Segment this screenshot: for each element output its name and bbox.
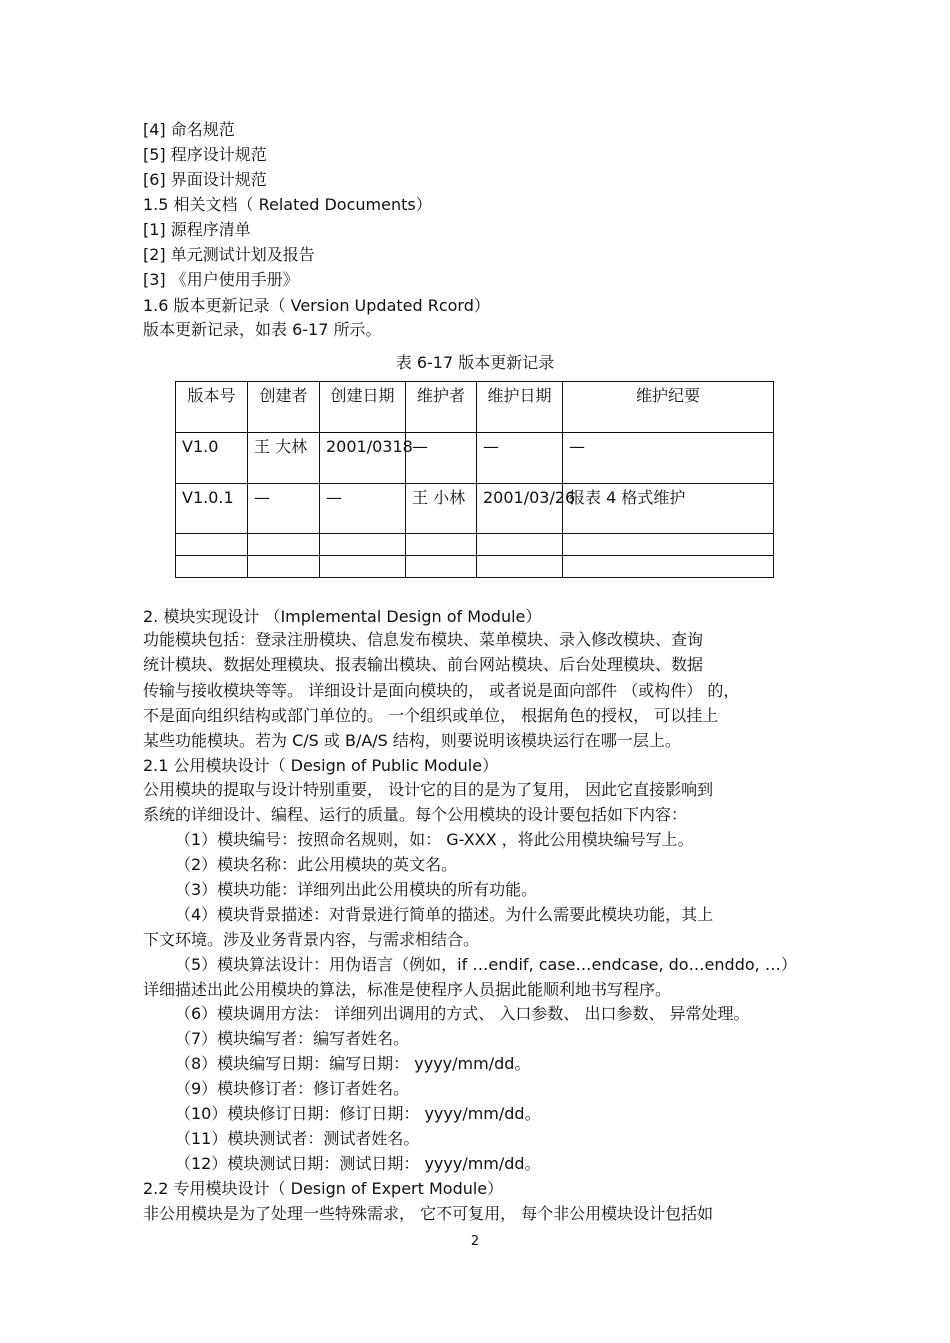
header-maintainer: 维护者: [406, 382, 477, 433]
table-row: [176, 433, 774, 484]
list-item: （6）模块调用方法： 详细列出调用的方式、 入口参数、 出口参数、 异常处理。: [175, 1004, 750, 1023]
table-cell: 王 小林: [406, 484, 477, 534]
paragraph-table-intro: 版本更新记录，如表 6-17 所示。: [143, 320, 382, 339]
header-create-date: 创建日期: [320, 382, 406, 433]
list-item: （10）模块修订日期：修订日期： yyyy/mm/dd。: [175, 1104, 541, 1123]
doc-item-3: [3] 《用户使用手册》: [143, 270, 299, 289]
paragraph-line: 统计模块、数据处理模块、报表输出模块、前台网站模块、后台处理模块、数据: [143, 655, 704, 674]
list-item: （12）模块测试日期：测试日期： yyyy/mm/dd。: [175, 1154, 541, 1173]
section-heading-1-6: 1.6 版本更新记录（ Version Updated Rcord）: [143, 296, 490, 315]
table-cell: [406, 556, 477, 578]
table-row: [176, 534, 774, 556]
section-heading-2: 2. 模块实现设计 （Implemental Design of Module）: [143, 607, 542, 626]
section-heading-2-1: 2.1 公用模块设计（ Design of Public Module）: [143, 756, 499, 775]
table-cell: —: [248, 484, 320, 534]
table-cell: V1.0: [176, 433, 248, 484]
table-cell: [248, 556, 320, 578]
table-cell: [477, 556, 563, 578]
doc-item-2: [2] 单元测试计划及报告: [143, 245, 315, 264]
list-item-continuation: 详细描述出此公用模块的算法，标准是使程序人员据此能顺利地书写程序。: [143, 980, 672, 999]
table-cell: [563, 556, 774, 578]
table-cell: V1.0.1: [176, 484, 248, 534]
list-item-continuation: 下文环境。涉及业务背景内容，与需求相结合。: [143, 930, 480, 949]
paragraph-line: 公用模块的提取与设计特别重要， 设计它的目的是为了复用， 因此它直接影响到: [143, 780, 714, 799]
paragraph-line: 非公用模块是为了处理一些特殊需求， 它不可复用， 每个非公用模块设计包括如: [143, 1204, 714, 1223]
list-item: （4）模块背景描述：对背景进行简单的描述。为什么需要此模块功能，其上: [175, 905, 714, 924]
paragraph-line: 传输与接收模块等等。 详细设计是面向模块的， 或者说是面向部件 （或构件） 的，: [143, 681, 740, 700]
table-cell: —: [563, 433, 774, 484]
table-cell: —: [406, 433, 477, 484]
header-maintain-summary: 维护纪要: [563, 382, 774, 433]
list-item: （7）模块编写者：编写者姓名。: [175, 1029, 410, 1048]
table-cell: —: [320, 484, 406, 534]
section-heading-1-5: 1.5 相关文档（ Related Documents）: [143, 195, 432, 214]
table-cell: 报表 4 格式维护: [563, 484, 774, 534]
table-caption: 表 6-17 版本更新记录: [395, 353, 555, 372]
table-cell: [248, 534, 320, 556]
table-cell: [320, 534, 406, 556]
section-heading-2-2: 2.2 专用模块设计（ Design of Expert Module）: [143, 1179, 504, 1198]
doc-item-1: [1] 源程序清单: [143, 220, 251, 239]
paragraph-line: 不是面向组织结构或部门单位的。 一个组织或单位， 根据角色的授权， 可以挂上: [143, 706, 719, 725]
table-cell: [563, 534, 774, 556]
table-cell: 王 大林: [248, 433, 320, 484]
table-cell: 2001/0318: [320, 433, 406, 484]
header-version: 版本号: [176, 382, 248, 433]
table-row: [176, 556, 774, 578]
table-cell: [320, 556, 406, 578]
table-cell: 2001/03/26: [477, 484, 563, 534]
table-cell: [176, 534, 248, 556]
paragraph-line: 某些功能模块。若为 C/S 或 B/A/S 结构，则要说明该模块运行在哪一层上。: [143, 731, 681, 750]
ref-item-6: [6] 界面设计规范: [143, 170, 267, 189]
table-header-row: [176, 382, 774, 433]
list-item: （11）模块测试者：测试者姓名。: [175, 1129, 420, 1148]
ref-item-5: [5] 程序设计规范: [143, 145, 267, 164]
list-item: （5）模块算法设计：用伪语言（例如，if …endif, case…endcase, do…enddo, …）: [175, 955, 797, 974]
list-item: （8）模块编写日期：编写日期： yyyy/mm/dd。: [175, 1054, 531, 1073]
header-creator: 创建者: [248, 382, 320, 433]
table-cell: [406, 534, 477, 556]
list-item: （3）模块功能：详细列出此公用模块的所有功能。: [175, 880, 538, 899]
table-cell: [176, 556, 248, 578]
version-update-table: [175, 381, 774, 578]
header-maintain-date: 维护日期: [477, 382, 563, 433]
page-number: 2: [470, 1234, 480, 1249]
paragraph-line: 功能模块包括：登录注册模块、信息发布模块、菜单模块、录入修改模块、查询: [143, 630, 704, 649]
list-item: （9）模块修订者：修订者姓名。: [175, 1079, 410, 1098]
table-cell: —: [477, 433, 563, 484]
paragraph-line: 系统的详细设计、编程、运行的质量。每个公用模块的设计要包括如下内容：: [143, 805, 688, 824]
table-cell: [477, 534, 563, 556]
list-item: （1）模块编号：按照命名规则，如： G-XXX ，将此公用模块编号写上。: [175, 830, 694, 849]
table-row: [176, 484, 774, 534]
ref-item-4: [4] 命名规范: [143, 120, 235, 139]
list-item: （2）模块名称：此公用模块的英文名。: [175, 855, 458, 874]
